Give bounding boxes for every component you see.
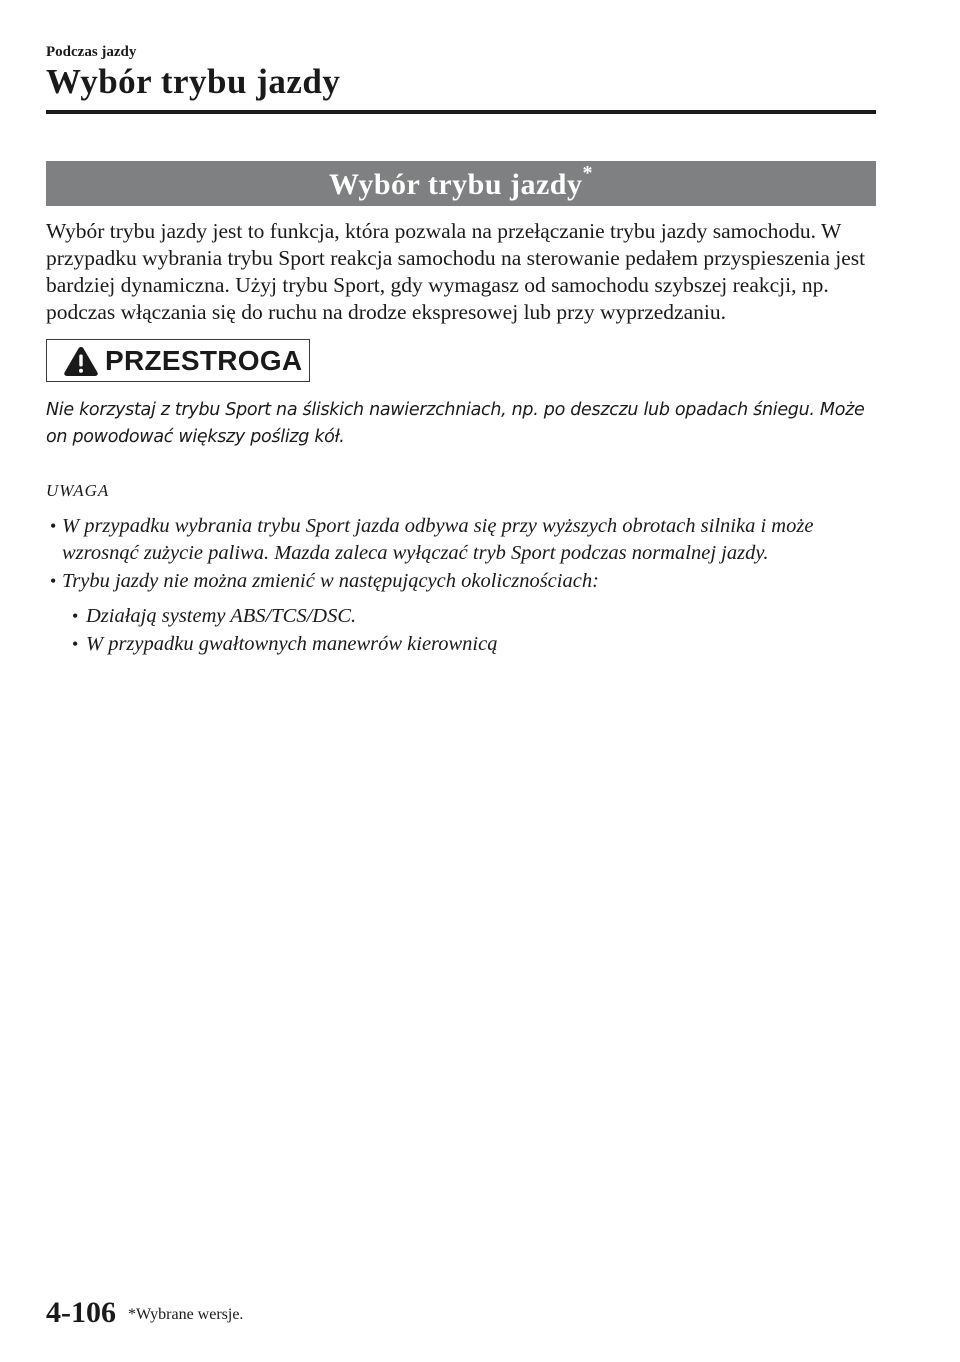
list-item-text: Działają systemy ABS/TCS/DSC.	[86, 605, 357, 627]
title-divider	[46, 110, 876, 114]
warning-triangle-icon	[63, 345, 99, 377]
list-item-text: Trybu jazdy nie można zmienić w następujących okolicznościach:	[62, 570, 599, 592]
sub-list-item	[46, 631, 876, 658]
list-item	[46, 568, 876, 595]
note-list	[46, 513, 876, 659]
list-item-text: W przypadku gwałtownych manewrów kierownicą	[86, 633, 498, 655]
bullet-icon: •	[72, 634, 79, 654]
chapter-label: Podczas jazdy	[46, 44, 137, 60]
optional-equipment-marker: *	[582, 162, 593, 184]
note-heading: UWAGA	[46, 481, 110, 500]
bullet-icon: •	[50, 571, 57, 591]
footnote: *Wybrane wersje.	[128, 1306, 244, 1323]
sub-list-item	[46, 603, 876, 630]
caution-box	[46, 339, 310, 382]
caution-text: Nie korzystaj z trybu Sport na śliskich nawierzchniach, np. po deszczu lub opadach śniegu. Może on powodować większy poślizg kół.	[46, 400, 865, 447]
caution-label: PRZESTROGA	[105, 344, 303, 376]
section-title: Wybór trybu jazdy	[328, 168, 583, 201]
page-title: Wybór trybu jazdy	[46, 62, 341, 101]
intro-paragraph: Wybór trybu jazdy jest to funkcja, która pozwala na przełączanie trybu jazdy samochodu. W przypadku wybrania trybu Sport reakcja samochodu na sterowanie pedałem przyspieszenia jest bardziej dynamiczna. Użyj trybu Sport, gdy wymagasz od samochodu szybszej reakcji, np. podczas włączania się do ruchu na drodze ekspresowej lub przy wyprzedzaniu.	[46, 219, 866, 324]
sub-list	[46, 603, 876, 658]
bullet-icon: •	[50, 516, 57, 536]
section-heading	[46, 161, 876, 206]
page-number: 4-106	[46, 1296, 116, 1329]
bullet-icon: •	[72, 606, 79, 626]
list-item	[46, 513, 876, 567]
list-item-text: W przypadku wybrania trybu Sport jazda odbywa się przy wyższych obrotach silnika i może wzrosnąć zużycie paliwa. Mazda zaleca wyłączać tryb Sport podczas normalnej jazdy.	[62, 515, 814, 564]
